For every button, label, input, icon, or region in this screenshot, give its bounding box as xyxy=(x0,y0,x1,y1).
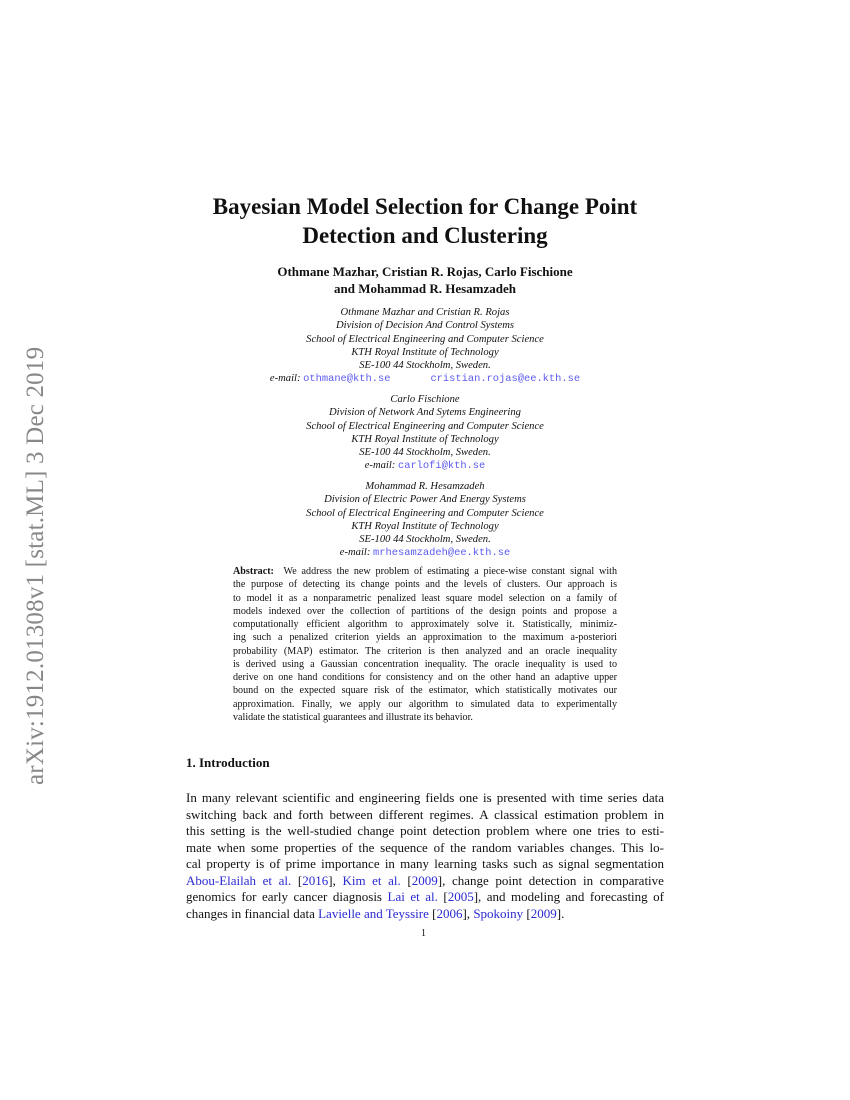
abstract-line xyxy=(233,578,617,591)
intro-paragraph xyxy=(186,790,664,922)
abstract-text: We address the new problem of estimating a piece-wise constant signal with xyxy=(283,566,617,577)
citation-link[interactable]: Lai et al. xyxy=(387,889,438,904)
affiliation-line: Division of Electric Power And Energy Systems xyxy=(324,494,526,506)
abstract-line xyxy=(233,684,617,697)
affiliation-block xyxy=(150,306,700,387)
intro-text: changes in financial data xyxy=(186,905,319,921)
email-link[interactable]: mrhesamzadeh@ee.kth.se xyxy=(373,547,511,560)
intro-text: [ xyxy=(523,905,531,921)
abstract-text: computationally efficient algorithm to approximately solve it. Statistically, minimiz- xyxy=(233,619,617,630)
citation-link[interactable]: 2009 xyxy=(411,872,438,888)
title-line: Bayesian Model Selection for Change Point xyxy=(212,194,638,219)
intro-text: In many relevant scientific and engineering fields one is presented with time series data xyxy=(186,790,664,805)
paper-title xyxy=(150,192,700,250)
abstract-text: ing such a penalized criterion yields an approximation to the maximum a-posteriori xyxy=(233,632,617,644)
title-line: Detection and Clustering xyxy=(302,223,548,248)
intro-text: this setting is the well-studied change point detection problem where one tries to esti- xyxy=(186,823,664,838)
intro-text: ]. xyxy=(556,905,565,921)
affiliation-line: Carlo Fischione xyxy=(390,394,460,405)
abstract xyxy=(233,565,617,724)
email-link[interactable]: carlofi@kth.se xyxy=(397,460,486,473)
intro-line xyxy=(186,790,664,807)
email-link[interactable]: othmane@kth.se xyxy=(303,373,391,386)
affiliation-line: SE-100 44 Stockholm, Sweden. xyxy=(359,360,491,372)
abstract-line xyxy=(233,565,617,578)
affiliation-line: School of Electrical Engineering and Computer Science xyxy=(306,507,544,519)
arxiv-stamp: arXiv:1912.01308v1 [stat.ML] 3 Dec 2019 xyxy=(22,346,49,785)
email-label: e-mail: xyxy=(269,373,301,385)
citation-link[interactable]: 2006 xyxy=(436,905,463,921)
citation-link[interactable]: Spokoiny xyxy=(473,905,524,921)
abstract-line xyxy=(233,671,617,684)
intro-text: genomics for early cancer diagnosis xyxy=(186,889,388,904)
affiliation-block xyxy=(150,393,700,474)
intro-line xyxy=(186,840,664,857)
intro-text: [ xyxy=(291,872,303,888)
affiliation-line: Othmane Mazhar and Cristian R. Rojas xyxy=(340,307,510,318)
affiliation-line: Mohammad R. Hesamzadeh xyxy=(365,481,485,492)
intro-text: ], change point detection in comparative xyxy=(437,872,664,888)
intro-text: [ xyxy=(428,905,437,921)
author-line: and Mohammad R. Hesamzadeh xyxy=(333,281,516,296)
email-line xyxy=(150,546,700,560)
affiliation-line: Division of Network And Sytems Engineering xyxy=(329,407,521,419)
abstract-line xyxy=(233,645,617,658)
citation-link[interactable]: Lavielle and Teyssire xyxy=(318,905,429,921)
email-link[interactable]: cristian.rojas@ee.kth.se xyxy=(430,373,581,386)
intro-text: switching back and forth between different regimes. A classical estimation problem in xyxy=(186,806,664,822)
abstract-line xyxy=(233,711,617,724)
abstract-text: probability (MAP) estimator. The criterion is then analyzed and an oracle inequality xyxy=(233,645,617,657)
affiliation-line: Division of Decision And Control Systems xyxy=(335,320,515,332)
affiliation-block xyxy=(150,480,700,561)
abstract-text: approximation. Finally, we apply our algorithm to simulated data to experimentally xyxy=(233,698,617,710)
abstract-line xyxy=(233,698,617,711)
citation-link[interactable]: 2009 xyxy=(530,905,557,921)
abstract-line xyxy=(233,605,617,618)
abstract-line xyxy=(233,658,617,671)
section-heading: 1. Introduction xyxy=(186,755,270,770)
intro-line xyxy=(186,807,664,824)
citation-link[interactable]: Kim et al. xyxy=(342,872,401,888)
abstract-text: the purpose of detecting its change points and the levels of clusters. Our approach is xyxy=(233,579,617,591)
citation-link[interactable]: 2016 xyxy=(302,872,329,888)
abstract-line xyxy=(233,592,617,605)
author-list xyxy=(150,263,700,297)
affiliation-line: SE-100 44 Stockholm, Sweden. xyxy=(359,534,491,546)
intro-line xyxy=(186,823,664,840)
affiliation-line: School of Electrical Engineering and Computer Science xyxy=(306,333,544,345)
abstract-line xyxy=(233,618,617,631)
intro-text: [ xyxy=(400,872,412,888)
abstract-text: is derived using a Gaussian concentration inequality. The oracle inequality is used to xyxy=(233,658,617,670)
affiliation-line: SE-100 44 Stockholm, Sweden. xyxy=(359,447,491,459)
intro-text: ], xyxy=(462,905,474,921)
intro-text: ], and modeling and forecasting of xyxy=(473,889,664,904)
intro-text: cal property is of prime importance in many learning tasks such as signal segmentation xyxy=(186,856,664,871)
abstract-text: derive on one hand conditions for consistency and on the other hand an adaptive upper xyxy=(233,672,617,683)
affiliation-line: KTH Royal Institute of Technology xyxy=(351,433,499,445)
abstract-label: Abstract: xyxy=(233,566,274,577)
intro-line xyxy=(186,856,664,873)
abstract-text: models indexed over the collection of partitions of the design points and propose a xyxy=(233,605,617,617)
email-line xyxy=(150,372,700,386)
email-label: e-mail: xyxy=(364,460,396,472)
intro-text: mate when some properties of the sequence of the random variables changes. This lo- xyxy=(186,839,664,855)
intro-text: [ xyxy=(437,889,448,904)
intro-line xyxy=(186,906,664,923)
abstract-text: bound on the expected square risk of the estimator, which statistically motivates our xyxy=(233,685,617,697)
citation-link[interactable]: 2005 xyxy=(447,889,474,904)
intro-line xyxy=(186,889,664,906)
intro-line xyxy=(186,873,664,890)
affiliation-line: School of Electrical Engineering and Computer Science xyxy=(306,420,544,432)
intro-text: ], xyxy=(328,872,343,888)
affiliation-line: KTH Royal Institute of Technology xyxy=(351,346,499,358)
abstract-line xyxy=(233,631,617,644)
page-number: 1 xyxy=(421,928,426,939)
email-line xyxy=(150,459,700,473)
author-line: Othmane Mazhar, Cristian R. Rojas, Carlo Fischione xyxy=(277,264,573,279)
email-label: e-mail: xyxy=(339,547,371,559)
affiliation-line: KTH Royal Institute of Technology xyxy=(351,520,499,532)
abstract-text: to model it as a nonparametric penalized least square model selection on a family of xyxy=(233,592,617,604)
citation-link[interactable]: Abou-Elailah et al. xyxy=(186,872,292,888)
abstract-text: validate the statistical guarantees and illustrate its behavior. xyxy=(233,711,473,723)
